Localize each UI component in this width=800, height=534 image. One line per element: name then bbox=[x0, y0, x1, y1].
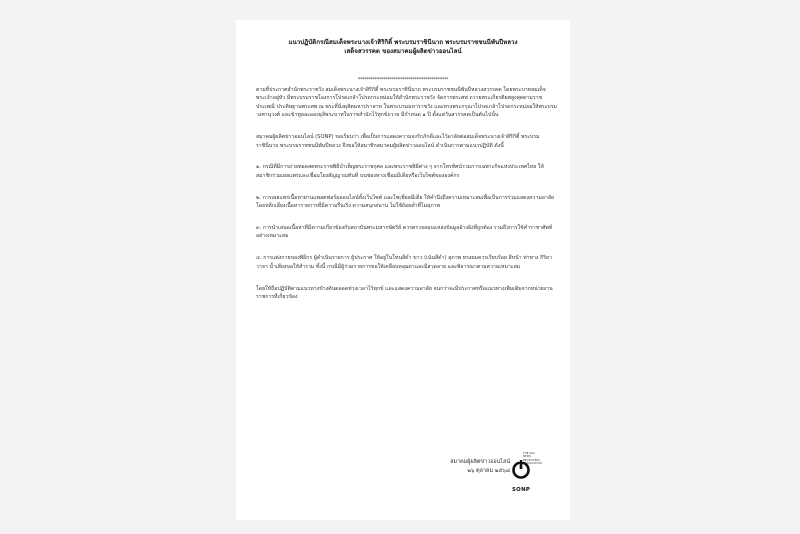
document-body bbox=[256, 86, 558, 315]
signature-date: ๒๖ ตุลาคม ๒๕๖๘ bbox=[467, 468, 510, 474]
title-line-1: แนวปฏิบัติกรณีสมเด็จพระนางเจ้าสิริกิติ์ พระบรมราชินีนาถ พระบรมราชชนนีพันปีหลวง bbox=[288, 39, 518, 46]
title-divider: ******************************************* bbox=[357, 77, 449, 83]
guideline-4: ๔. การแต่งกายของพิธีกร ผู้ดำเนินรายการ ผู้ประกาศ ให้อยู่ในโทนสีดำ ขาว (เน้นสีดำ) สุภาพ ทรงผมควรเรียบร้อย สีหน้า ท่าทาง กิริยา วาจา น้ำเสียงขอให้สำรวม ทั้งนี้ กรณีมีผู้ร่วมรายการขอให้เคลือบคลุมดาและมีสวดลาย และพิจารณาตามความเหมาะสม bbox=[256, 255, 552, 270]
guideline-3: ๓. การนำเสนอเนื้อหาที่มีความเกี่ยวข้องกับสถาบันพระมหากษัตริย์ ควรตรวจสอบแหล่งข้อมูลอ้างอิงที่ถูกต้อง รวมถึงการใช้คำราชาศัพท์อย่างเหมาะสม bbox=[256, 225, 553, 240]
paragraph-closing: โดยให้ถือปฏิบัติตามแนวทางข้างต้นตลอดช่วงเวลาไว้ทุกข์ และแสดงความอาลัย จนกว่าจะมีประกาศหรือแนวทางเพิ่มเติมจากหน่วยงานราชการที่เกี่ยวข้อง bbox=[256, 285, 553, 301]
document-title bbox=[252, 38, 554, 56]
signature-block bbox=[426, 458, 510, 476]
logo-caption: THE SOC NEWS PRODUCERS ASSOCIATION bbox=[523, 452, 542, 466]
document-page bbox=[236, 20, 570, 520]
signature-org: สมาคมผู้ผลิตข่าวออนไลน์ bbox=[450, 459, 510, 465]
paragraph-intro: ตามที่ประกาศสำนักพระราชวัง สมเด็จพระนางเจ้าสิริกิติ์ พระบรมราชินีนาถ พระบรมราชชนนีพันปีหลวงสวรรคต โดยพระบาทสมเด็จพระเจ้าอยู่หัว มีพระบรมราชโองการโปรดเกล้าโปรดกระหม่อมให้สำนักพระราชวัง จัดการพระศพ ถวายพระเกียรติยศสูงสุดตามราชประเพณี ประดิษฐานพระศพ ณ พระที่นั่งดุสิตมหาปราสาท ในพระบรมมหาราชวัง และทรงพระกรุณาโปรดเกล้าโปรดกระหม่อมให้พระบรมวงศานุวงศ์ และข้าทูลละอองธุลีพระบาทในราชสำนักไว้ทุกข์ถวาย มีกำหนด ๑ ปี ตั้งแต่วันสวรรคตเป็นต้นไปนั้น bbox=[256, 87, 557, 119]
paragraph-statement: สมาคมผู้ผลิตข่าวออนไลน์ (SONP) ขอเรียนว่า เพื่อเป็นการแสดงความจงรักภักดีและไว้อาลัยต่อสมเด็จพระนางเจ้าสิริกิติ์ พระบรมราชินีนาถ พระบรมราชชนนีพันปีหลวง จึงขอให้สมาชิกสมาคมผู้ผลิตข่าวออนไลน์ ดำเนินการตามแนวปฏิบัติ ดังนี้ bbox=[256, 134, 540, 149]
logo-wordmark: SONP bbox=[512, 487, 531, 493]
guideline-2: ๒. การเผยแพร่เนื้อหาผ่านแพลตฟอร์มออนไลน์ทั้งเว็บไซต์ และโซเชียลมีเดีย ให้คำนึงถึงความเหมาะสมเพื่อเป็นการร่วมแสดงความอาลัย โดยหลีกเลี่ยงเนื้อหารายการที่มีความรื่นเริง ความสนุกสนาน ไม่ใช้ถ้อยคำที่ไม่สุภาพ bbox=[256, 194, 555, 210]
guideline-1: ๑. กรณีที่มีการถ่ายทอดสดพระราชพิธีบำเพ็ญพระราชกุศล และพระราชพิธีต่าง ๆ จากโทรทัศน์รวมการเฉพาะกิจแห่งประเทศไทย ให้สมาชิกร่วมเผยแพร่และเชื่อมโยงสัญญาณทันที บนช่องทางเชื่อมมีเดียหรือเว็บไซต์ขององค์กร bbox=[256, 164, 544, 179]
title-line-2: เสด็จสวรรคต ของสมาคมผู้ผลิตข่าวออนไลน์ bbox=[344, 48, 462, 55]
